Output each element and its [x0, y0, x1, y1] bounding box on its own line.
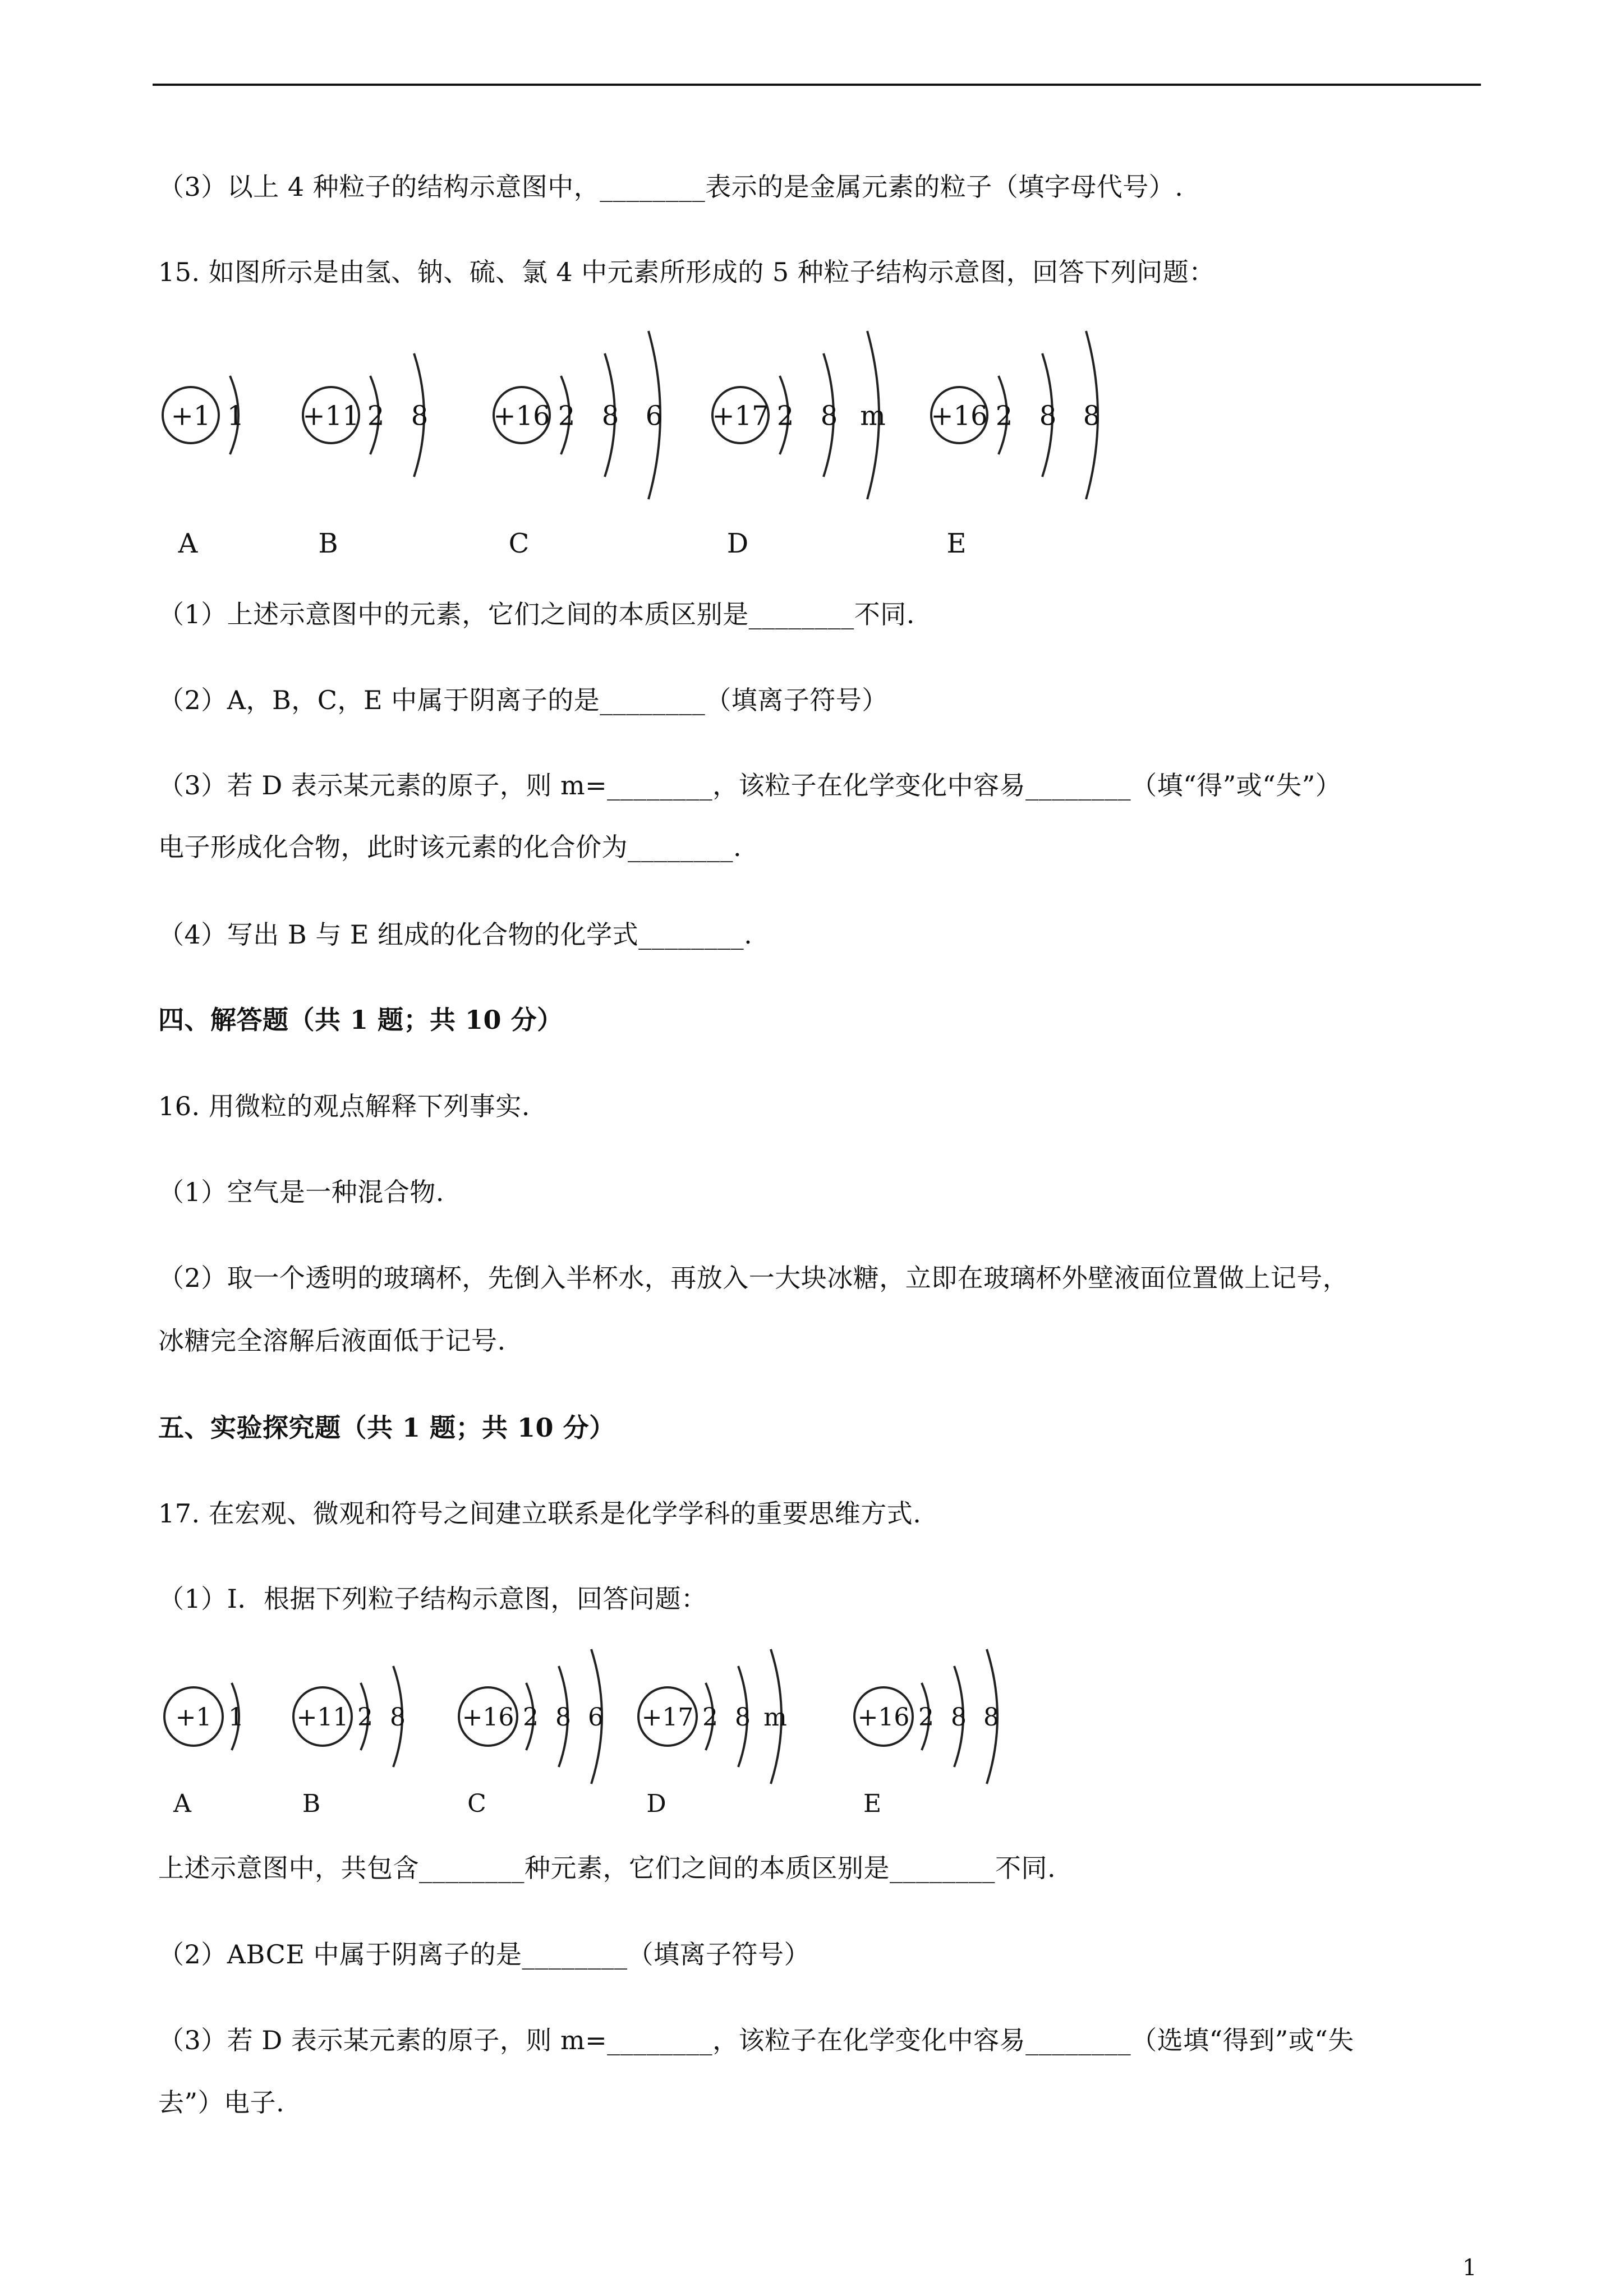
q16-2a-text: （2）取一个透明的玻璃杯，先倒入半杯水，再放入一大块冰糖，立即在玻璃杯外壁液面位置做上记号， [158, 1263, 1349, 1293]
shell-electron-count: 8 [601, 400, 619, 432]
particle-label: B [318, 528, 338, 559]
q17-2-text: （2）ABCE 中属于阴离子的是________（填离子符号） [158, 1939, 811, 1970]
shell-electron-count: 8 [390, 1703, 406, 1732]
atom-c [493, 331, 663, 559]
atom-d [712, 331, 885, 559]
atom-a [163, 376, 244, 559]
q17-stem: 17. 在宏观、微观和符号之间建立联系是化学学科的重要思维方式. [158, 1498, 922, 1529]
shell-electron-count: 2 [558, 400, 576, 432]
shell-electron-count: m [763, 1703, 787, 1732]
section-4-heading: 四、解答题（共 1 题；共 10 分） [158, 1005, 563, 1035]
nucleus-charge: +17 [641, 1703, 694, 1732]
particle-label: C [508, 528, 530, 559]
shell-electron-count: 8 [951, 1703, 967, 1732]
q17-1-text: （1）Ⅰ．根据下列粒子结构示意图，回答问题： [158, 1584, 707, 1614]
shell-electron-count: 8 [1083, 400, 1101, 432]
shell-electron-count: 6 [645, 400, 663, 432]
atom-e [854, 1649, 999, 1818]
nucleus-charge: +16 [931, 400, 988, 432]
particle-label: C [467, 1789, 486, 1818]
atom-b [293, 1666, 406, 1818]
q15-4-text: （4）写出 B 与 E 组成的化合物的化学式________. [158, 919, 753, 950]
atom-b [302, 353, 428, 559]
shell-electron-count: 8 [735, 1703, 751, 1732]
particle-label: D [646, 1789, 666, 1818]
atom-structure-figure-1 [151, 303, 1139, 572]
nucleus-charge: +16 [857, 1703, 910, 1732]
q15-2-text: （2）A，B，C，E 中属于阴离子的是________（填离子符号） [158, 685, 888, 715]
section-5-heading: 五、实验探究题（共 1 题；共 10 分） [158, 1412, 615, 1443]
shell-electron-count: 8 [411, 400, 429, 432]
shell-electron-count: 2 [995, 400, 1013, 432]
atom-d [638, 1649, 787, 1818]
nucleus-charge: +1 [171, 400, 211, 432]
shell-electron-count: m [860, 400, 886, 432]
shell-electron-count: 2 [702, 1703, 718, 1732]
shell-electron-count: 8 [555, 1703, 571, 1732]
shell-electron-count: 8 [1039, 400, 1057, 432]
nucleus-charge: +1 [175, 1703, 212, 1732]
q17-3a-text: （3）若 D 表示某元素的原子，则 m=________，该粒子在化学变化中容易________（选填“得到”或“失 [158, 2025, 1354, 2055]
particle-label: E [946, 528, 967, 559]
shell-electron-count: 8 [820, 400, 838, 432]
particle-label: E [863, 1789, 882, 1818]
particle-label: D [726, 528, 749, 559]
q15-stem: 15. 如图所示是由氢、钠、硫、氯 4 中元素所形成的 5 种粒子结构示意图，回答下列问题： [158, 257, 1215, 287]
nucleus-charge: +17 [712, 400, 769, 432]
nucleus-charge: +16 [493, 400, 550, 432]
q15-1-text: （1）上述示意图中的元素，它们之间的本质区别是________不同. [158, 599, 915, 629]
nucleus-charge: +11 [302, 400, 360, 432]
particle-label: A [173, 1789, 191, 1818]
shell-electron-count: 1 [228, 1703, 244, 1732]
shell-electron-count: 1 [227, 400, 245, 432]
atom-structure-figure-2 [151, 1627, 1027, 1840]
q17-1b-text: 上述示意图中，共包含________种元素，它们之间的本质区别是________不同. [158, 1853, 1056, 1883]
atom-c [459, 1649, 604, 1818]
shell-electron-count: 2 [776, 400, 794, 432]
shell-electron-count: 6 [588, 1703, 604, 1732]
q17-3b-text: 去”）电子. [158, 2087, 285, 2118]
atom-a [164, 1683, 244, 1818]
header-rule [153, 84, 1481, 86]
page-number: 1 [1462, 2255, 1477, 2281]
q15-3a-text: （3）若 D 表示某元素的原子，则 m=________，该粒子在化学变化中容易________（填“得”或“失”） [158, 770, 1342, 800]
q16-1-text: （1）空气是一种混合物. [158, 1177, 444, 1207]
particle-label: B [302, 1789, 321, 1818]
q16-stem: 16. 用微粒的观点解释下列事实. [158, 1091, 530, 1121]
shell-electron-count: 8 [983, 1703, 999, 1732]
shell-electron-count: 2 [357, 1703, 373, 1732]
shell-electron-count: 2 [523, 1703, 539, 1732]
nucleus-charge: +16 [462, 1703, 514, 1732]
shell-electron-count: 2 [918, 1703, 934, 1732]
q14-3-text: （3）以上 4 种粒子的结构示意图中，________表示的是金属元素的粒子（填字母代号）. [158, 172, 1184, 202]
shell-electron-count: 2 [367, 400, 385, 432]
q15-3b-text: 电子形成化合物，此时该元素的化合价为________. [158, 832, 742, 862]
particle-label: A [178, 528, 198, 559]
q16-2b-text: 冰糖完全溶解后液面低于记号. [158, 1326, 506, 1356]
atom-e [931, 331, 1100, 559]
nucleus-charge: +11 [296, 1703, 349, 1732]
